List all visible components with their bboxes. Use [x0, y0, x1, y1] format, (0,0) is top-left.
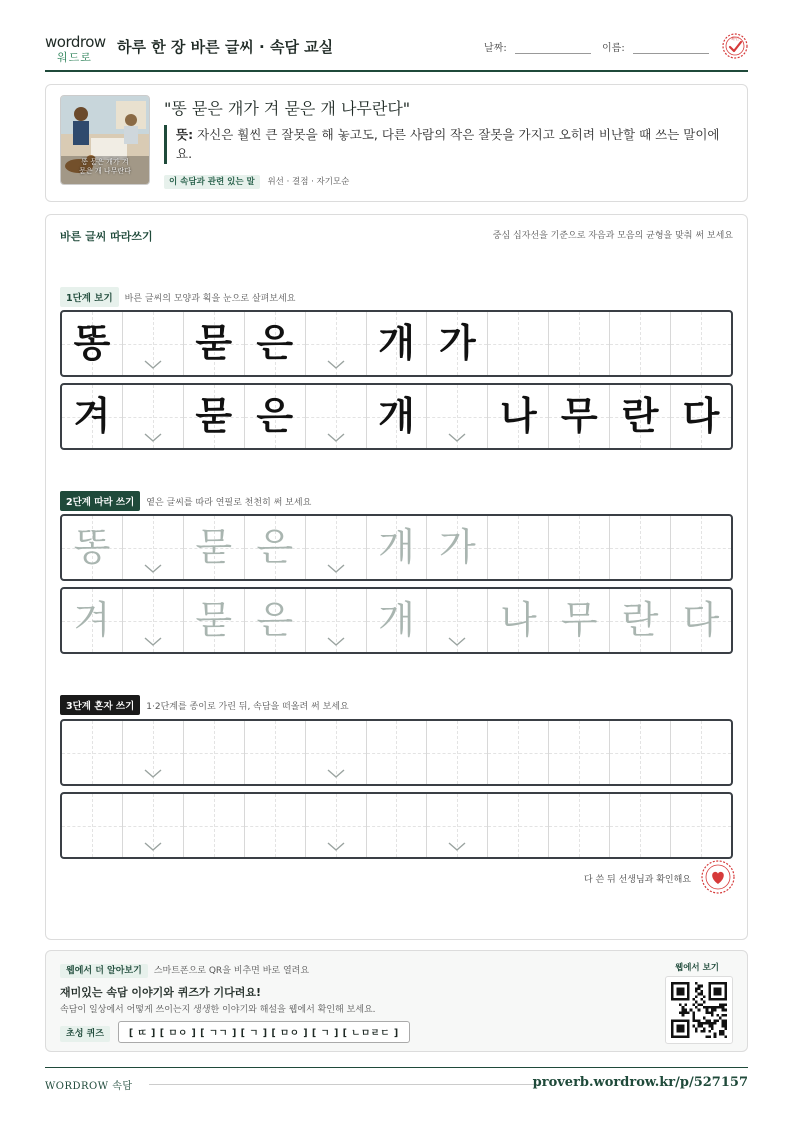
teacher-check-note: 다 쓴 뒤 선생님과 확인해요 — [583, 875, 691, 885]
model-row-1 — [60, 310, 733, 377]
grid-cell[interactable] — [306, 721, 367, 784]
grid-cell[interactable] — [549, 312, 610, 375]
space-mark-icon — [327, 769, 345, 778]
web-promo-box — [45, 950, 748, 1052]
free-row-1[interactable] — [60, 719, 733, 786]
grid-cell[interactable] — [306, 794, 367, 857]
web-tag-label: 웹에서 더 알아보기 — [60, 964, 148, 978]
grid-glyph: 가 — [439, 525, 476, 569]
grid-cell[interactable] — [671, 589, 731, 652]
page-header — [45, 30, 748, 72]
grid-glyph: 무 — [560, 394, 598, 438]
grid-cell[interactable] — [488, 721, 549, 784]
space-mark-icon — [327, 842, 345, 851]
grid-cell[interactable] — [123, 721, 184, 784]
grid-cell[interactable] — [610, 589, 671, 652]
grid-cell[interactable] — [123, 516, 184, 579]
grid-cell[interactable] — [610, 516, 671, 579]
grid-cell[interactable] — [549, 589, 610, 652]
grid-cell[interactable] — [184, 794, 245, 857]
heart-stamp-icon — [701, 860, 735, 894]
proverb-card — [45, 84, 748, 202]
grid-cell[interactable] — [306, 516, 367, 579]
grid-cell[interactable] — [610, 721, 671, 784]
grid-glyph: 은 — [256, 525, 294, 569]
grid-cell[interactable] — [184, 385, 245, 448]
quiz-label: 초성 퀴즈 — [60, 1026, 110, 1042]
grid-cell[interactable] — [245, 312, 306, 375]
thumbnail-caption-2: 묻은 개 나무란다 — [79, 166, 131, 175]
step3-hint: 1·2단계를 종이로 가린 뒤, 속담을 떠올려 써 보세요 — [146, 702, 349, 712]
page-title: 하루 한 장 바른 글씨 · 속담 교실 — [117, 38, 334, 56]
grid-glyph: 란 — [621, 598, 659, 642]
related-words — [164, 175, 349, 187]
meaning-text: 자신은 훨씬 큰 잘못을 해 놓고도, 다른 사람의 작은 잘못을 가지고 오히려 비난할 때 쓰는 말이에요. — [176, 127, 720, 162]
space-mark-icon — [448, 637, 466, 646]
grid-cell[interactable] — [245, 794, 306, 857]
grid-glyph: 다 — [682, 598, 720, 642]
grid-cell[interactable] — [367, 721, 428, 784]
related-label: 이 속담과 관련 있는 말 — [164, 175, 260, 189]
grid-cell[interactable] — [488, 312, 549, 375]
grid-cell[interactable] — [610, 385, 671, 448]
footer-url[interactable]: proverb.wordrow.kr/p/527157 — [532, 1075, 748, 1090]
proverb-illustration — [60, 95, 150, 185]
date-field[interactable] — [484, 39, 591, 54]
logo-wordmark: wordrow — [45, 33, 106, 51]
logo-subtext: 워드로 — [57, 51, 92, 64]
free-row-2[interactable] — [60, 792, 733, 859]
grid-glyph: 다 — [682, 394, 720, 438]
grid-glyph: 묻 — [195, 394, 233, 438]
grid-glyph: 은 — [256, 394, 294, 438]
meaning-label: 뜻: — [176, 127, 194, 142]
grid-cell[interactable] — [245, 385, 306, 448]
grid-cell[interactable] — [488, 589, 549, 652]
section-title: 바른 글씨 따라쓰기 — [60, 230, 153, 243]
page-footer — [45, 1067, 748, 1095]
space-mark-icon — [327, 360, 345, 369]
grid-cell[interactable] — [367, 589, 428, 652]
grid-cell[interactable] — [306, 312, 367, 375]
grid-cell[interactable] — [184, 516, 245, 579]
step2-header — [60, 491, 311, 511]
web-description: 속담이 일상에서 어떻게 쓰이는지 생생한 이야기와 해설을 웹에서 확인해 보세요. — [60, 1005, 376, 1015]
grid-glyph: 은 — [256, 321, 294, 365]
grid-cell[interactable] — [427, 794, 488, 857]
grid-glyph: 무 — [560, 598, 598, 642]
grid-cell[interactable] — [184, 589, 245, 652]
grid-cell[interactable] — [488, 385, 549, 448]
grid-cell[interactable] — [488, 516, 549, 579]
grid-glyph: 은 — [256, 598, 294, 642]
grid-cell[interactable] — [427, 385, 488, 448]
space-mark-icon — [448, 433, 466, 442]
grid-cell[interactable] — [549, 721, 610, 784]
grid-cell[interactable] — [367, 516, 428, 579]
step3-header — [60, 695, 349, 715]
grid-glyph: 똥 — [73, 525, 111, 569]
grid-cell[interactable] — [367, 794, 428, 857]
step1-label: 1단계 보기 — [60, 287, 119, 307]
practice-section — [45, 214, 748, 940]
space-mark-icon — [144, 564, 162, 573]
grid-cell[interactable] — [62, 312, 123, 375]
trace-row-2[interactable] — [60, 587, 733, 654]
grid-cell[interactable] — [671, 385, 731, 448]
grid-cell[interactable] — [488, 794, 549, 857]
section-hint: 중심 십자선을 기준으로 자음과 모음의 균형을 맞춰 써 보세요 — [492, 231, 733, 241]
grid-cell[interactable] — [427, 589, 488, 652]
grid-cell[interactable] — [367, 312, 428, 375]
step2-label: 2단계 따라 쓰기 — [60, 491, 140, 511]
grid-glyph: 개 — [378, 394, 415, 438]
web-tag-hint: 스마트폰으로 QR을 비추면 바로 열려요 — [153, 966, 310, 976]
grid-glyph: 개 — [378, 598, 415, 642]
grid-glyph: 개 — [378, 321, 415, 365]
grid-cell[interactable] — [245, 721, 306, 784]
step2-hint: 옅은 글씨를 따라 연필로 천천히 써 보세요 — [146, 498, 312, 508]
qr-label: 웹에서 보기 — [674, 963, 719, 973]
space-mark-icon — [144, 842, 162, 851]
grid-cell[interactable] — [671, 794, 731, 857]
grid-cell[interactable] — [123, 312, 184, 375]
grid-cell[interactable] — [245, 516, 306, 579]
grid-glyph: 겨 — [73, 598, 111, 642]
space-mark-icon — [327, 637, 345, 646]
trace-row-1[interactable] — [60, 514, 733, 581]
grid-cell[interactable] — [306, 589, 367, 652]
proverb-title: "똥 묻은 개가 겨 묻은 개 나무란다" — [164, 99, 411, 118]
grid-cell[interactable] — [123, 794, 184, 857]
wordrow-logo — [45, 33, 109, 65]
grid-glyph: 란 — [621, 394, 659, 438]
model-row-2 — [60, 383, 733, 450]
grid-glyph: 나 — [499, 394, 537, 438]
grid-glyph: 똥 — [73, 321, 111, 365]
grid-cell[interactable] — [123, 385, 184, 448]
grid-cell[interactable] — [610, 794, 671, 857]
space-mark-icon — [327, 564, 345, 573]
grid-cell[interactable] — [62, 516, 123, 579]
space-mark-icon — [448, 842, 466, 851]
grid-cell[interactable] — [549, 516, 610, 579]
grid-cell[interactable] — [549, 794, 610, 857]
grid-cell[interactable] — [549, 385, 610, 448]
grid-cell[interactable] — [184, 721, 245, 784]
space-mark-icon — [144, 637, 162, 646]
svg-text:확인: 확인 — [731, 36, 739, 41]
space-mark-icon — [144, 433, 162, 442]
space-mark-icon — [144, 769, 162, 778]
step3-label: 3단계 혼자 쓰기 — [60, 695, 140, 715]
date-label: 날짜: — [484, 43, 507, 54]
grid-cell[interactable] — [610, 312, 671, 375]
grid-cell[interactable] — [62, 721, 123, 784]
web-headline: 재미있는 속담 이야기와 퀴즈가 기다려요! — [60, 986, 261, 999]
proverb-meaning — [164, 125, 734, 164]
related-list: 위선 · 결점 · 자기모순 — [267, 177, 350, 187]
grid-glyph: 개 — [378, 525, 415, 569]
grid-cell[interactable] — [427, 721, 488, 784]
grid-glyph: 나 — [499, 598, 537, 642]
step1-hint: 바른 글씨의 모양과 획을 눈으로 살펴보세요 — [124, 294, 296, 304]
quiz-box: [ ㄸ ] [ ㅁㅇ ] [ ㄱㄱ ] [ ㄱ ] [ ㅁㅇ ] [ ㄱ ] [ ㄴㅁㄹㄷ ] — [118, 1021, 410, 1043]
name-label: 이름: — [602, 43, 625, 54]
grid-cell[interactable] — [306, 385, 367, 448]
qr-code-icon[interactable] — [665, 976, 733, 1044]
grid-glyph: 겨 — [73, 394, 111, 438]
grid-cell[interactable] — [427, 516, 488, 579]
grid-glyph: 묻 — [195, 525, 233, 569]
grid-cell[interactable] — [62, 589, 123, 652]
initial-quiz — [60, 1021, 410, 1043]
web-tag — [60, 963, 309, 976]
grid-cell[interactable] — [62, 794, 123, 857]
grid-glyph: 묻 — [195, 321, 233, 365]
grid-cell[interactable] — [671, 516, 731, 579]
grid-cell[interactable] — [671, 312, 731, 375]
space-mark-icon — [144, 360, 162, 369]
grid-cell[interactable] — [427, 312, 488, 375]
grid-cell[interactable] — [184, 312, 245, 375]
step1-header — [60, 287, 295, 307]
grid-glyph: 가 — [439, 321, 476, 365]
grid-glyph: 묻 — [195, 598, 233, 642]
grid-cell[interactable] — [367, 385, 428, 448]
grid-cell[interactable] — [123, 589, 184, 652]
space-mark-icon — [327, 433, 345, 442]
check-stamp-icon — [722, 33, 748, 59]
footer-brand: WORDROW 속담 — [45, 1081, 133, 1092]
grid-cell[interactable] — [62, 385, 123, 448]
grid-cell[interactable] — [245, 589, 306, 652]
thumbnail-caption-1: 똥 묻은 개가 겨 — [81, 157, 129, 166]
name-field[interactable] — [602, 39, 709, 54]
grid-cell[interactable] — [671, 721, 731, 784]
